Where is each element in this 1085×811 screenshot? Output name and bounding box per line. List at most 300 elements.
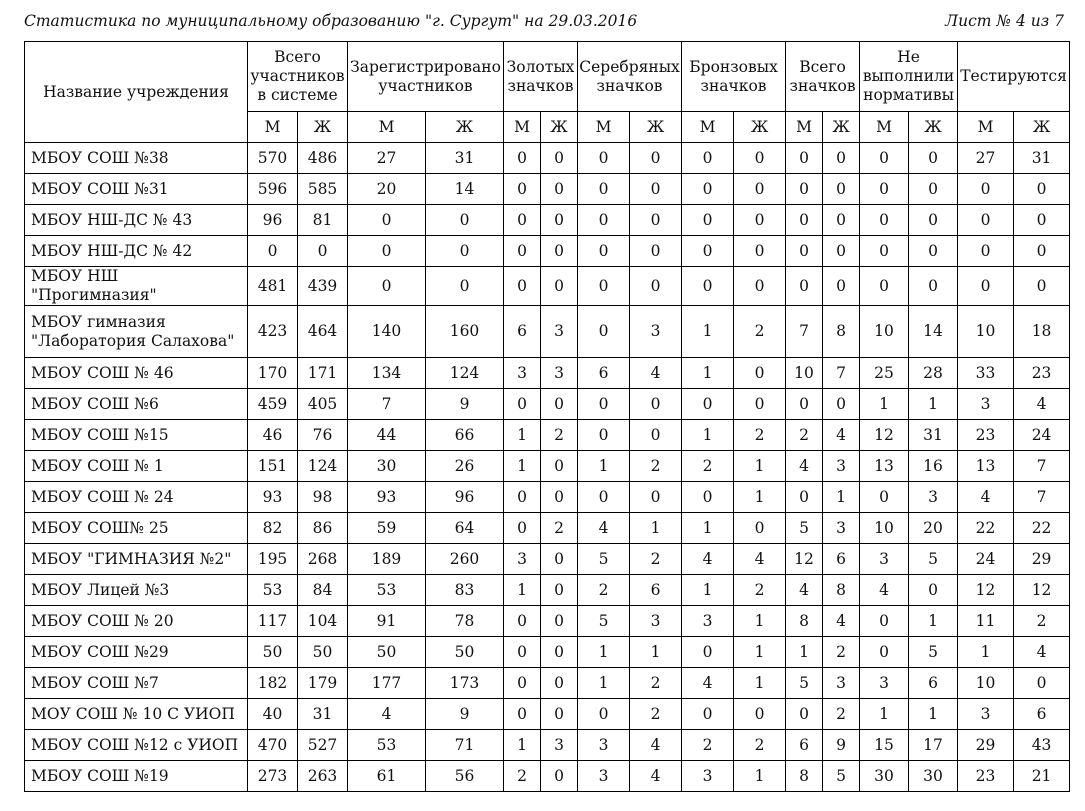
gender-f: Ж — [541, 112, 578, 143]
table-cell: 4 — [823, 420, 860, 451]
table-cell: 43 — [1014, 730, 1070, 761]
table-cell: 17 — [909, 730, 958, 761]
table-cell: 5 — [909, 637, 958, 668]
table-cell: 0 — [823, 143, 860, 174]
table-body — [25, 143, 1070, 792]
institution-name: МБОУ СОШ №31 — [25, 174, 248, 205]
table-cell: 6 — [630, 575, 682, 606]
page-header — [24, 12, 1064, 36]
table-cell: 0 — [298, 236, 348, 267]
table-cell: 0 — [541, 637, 578, 668]
table-cell: 177 — [348, 668, 426, 699]
table-cell: 50 — [298, 637, 348, 668]
table-row — [25, 420, 1070, 451]
table-cell: 23 — [958, 761, 1014, 792]
table-cell: 3 — [958, 389, 1014, 420]
header-row-groups — [25, 42, 1070, 112]
table-cell: 4 — [823, 606, 860, 637]
table-cell: 4 — [958, 482, 1014, 513]
table-cell: 5 — [823, 761, 860, 792]
table-cell: 0 — [541, 174, 578, 205]
table-cell: 0 — [541, 761, 578, 792]
institution-name: МБОУ СОШ №12 с УИОП — [25, 730, 248, 761]
table-row — [25, 637, 1070, 668]
institution-name: МБОУ Лицей №3 — [25, 575, 248, 606]
table-cell: 0 — [734, 143, 786, 174]
column-header-failed: Не выполнили нормативы — [860, 42, 958, 112]
institution-name: МБОУ СОШ №19 — [25, 761, 248, 792]
table-cell: 0 — [578, 306, 630, 358]
institution-name: МБОУ НШ "Прогимназия" — [25, 267, 248, 306]
table-cell: 0 — [578, 143, 630, 174]
table-cell: 7 — [786, 306, 823, 358]
table-cell: 1 — [578, 668, 630, 699]
table-cell: 30 — [909, 761, 958, 792]
table-cell: 0 — [682, 236, 734, 267]
table-cell: 0 — [630, 482, 682, 513]
table-cell: 0 — [860, 143, 909, 174]
table-cell: 140 — [348, 306, 426, 358]
table-cell: 0 — [823, 267, 860, 306]
table-cell: 0 — [958, 236, 1014, 267]
gender-f: Ж — [630, 112, 682, 143]
table-row — [25, 358, 1070, 389]
table-row — [25, 761, 1070, 792]
table-cell: 4 — [630, 358, 682, 389]
table-cell: 1 — [860, 389, 909, 420]
table-cell: 0 — [786, 174, 823, 205]
table-cell: 20 — [909, 513, 958, 544]
table-cell: 0 — [504, 699, 541, 730]
table-cell: 3 — [504, 544, 541, 575]
table-cell: 0 — [958, 174, 1014, 205]
table-cell: 3 — [860, 544, 909, 575]
table-cell: 21 — [1014, 761, 1070, 792]
table-cell: 2 — [504, 761, 541, 792]
table-cell: 2 — [734, 306, 786, 358]
table-cell: 0 — [504, 513, 541, 544]
table-cell: 0 — [860, 482, 909, 513]
table-cell: 1 — [734, 482, 786, 513]
column-header-testing: Тестируются — [958, 42, 1070, 112]
table-cell: 0 — [1014, 267, 1070, 306]
table-cell: 6 — [1014, 699, 1070, 730]
table-cell: 7 — [1014, 451, 1070, 482]
table-cell: 1 — [578, 451, 630, 482]
table-cell: 71 — [426, 730, 504, 761]
table-cell: 2 — [541, 420, 578, 451]
table-cell: 27 — [348, 143, 426, 174]
column-header-name: Название учреждения — [25, 42, 248, 143]
table-cell: 0 — [348, 267, 426, 306]
table-cell: 44 — [348, 420, 426, 451]
table-cell: 124 — [298, 451, 348, 482]
table-cell: 14 — [909, 306, 958, 358]
table-cell: 11 — [958, 606, 1014, 637]
table-cell: 0 — [909, 174, 958, 205]
table-row — [25, 482, 1070, 513]
table-cell: 2 — [823, 699, 860, 730]
table-cell: 0 — [541, 267, 578, 306]
table-cell: 117 — [248, 606, 298, 637]
table-cell: 1 — [578, 637, 630, 668]
table-cell: 10 — [860, 513, 909, 544]
table-cell: 1 — [682, 420, 734, 451]
table-cell: 1 — [909, 389, 958, 420]
table-cell: 1 — [682, 513, 734, 544]
table-cell: 3 — [578, 761, 630, 792]
table-cell: 0 — [426, 267, 504, 306]
table-cell: 0 — [504, 205, 541, 236]
gender-f: Ж — [734, 112, 786, 143]
table-cell: 0 — [541, 699, 578, 730]
table-cell: 2 — [682, 451, 734, 482]
statistics-table — [24, 41, 1070, 792]
table-cell: 4 — [786, 451, 823, 482]
table-cell: 18 — [1014, 306, 1070, 358]
table-cell: 405 — [298, 389, 348, 420]
table-cell: 0 — [734, 205, 786, 236]
table-cell: 0 — [504, 236, 541, 267]
table-cell: 61 — [348, 761, 426, 792]
table-cell: 0 — [578, 267, 630, 306]
table-cell: 96 — [426, 482, 504, 513]
gender-m: М — [504, 112, 541, 143]
table-row — [25, 513, 1070, 544]
table-cell: 0 — [541, 143, 578, 174]
gender-m: М — [248, 112, 298, 143]
table-cell: 93 — [348, 482, 426, 513]
table-cell: 64 — [426, 513, 504, 544]
table-cell: 6 — [786, 730, 823, 761]
table-cell: 1 — [909, 606, 958, 637]
table-cell: 0 — [786, 699, 823, 730]
table-cell: 134 — [348, 358, 426, 389]
table-cell: 81 — [298, 205, 348, 236]
table-cell: 268 — [298, 544, 348, 575]
table-cell: 6 — [909, 668, 958, 699]
table-cell: 33 — [958, 358, 1014, 389]
table-cell: 0 — [426, 236, 504, 267]
table-cell: 0 — [578, 205, 630, 236]
table-cell: 4 — [734, 544, 786, 575]
table-cell: 1 — [630, 513, 682, 544]
table-cell: 0 — [541, 482, 578, 513]
table-cell: 263 — [298, 761, 348, 792]
table-cell: 0 — [786, 205, 823, 236]
table-cell: 0 — [786, 267, 823, 306]
table-row — [25, 306, 1070, 358]
table-cell: 0 — [1014, 174, 1070, 205]
table-cell: 12 — [958, 575, 1014, 606]
table-cell: 0 — [909, 236, 958, 267]
table-cell: 3 — [860, 668, 909, 699]
institution-name: МБОУ гимназия "Лаборатория Салахова" — [25, 306, 248, 358]
table-cell: 1 — [786, 637, 823, 668]
gender-m: М — [578, 112, 630, 143]
table-cell: 16 — [909, 451, 958, 482]
table-cell: 0 — [504, 143, 541, 174]
table-cell: 7 — [348, 389, 426, 420]
table-cell: 3 — [823, 668, 860, 699]
table-row — [25, 267, 1070, 306]
table-cell: 31 — [1014, 143, 1070, 174]
table-cell: 8 — [823, 306, 860, 358]
table-cell: 3 — [909, 482, 958, 513]
table-cell: 171 — [298, 358, 348, 389]
table-cell: 40 — [248, 699, 298, 730]
table-cell: 6 — [823, 544, 860, 575]
table-cell: 0 — [504, 606, 541, 637]
table-cell: 0 — [630, 267, 682, 306]
gender-f: Ж — [298, 112, 348, 143]
column-header-silver: Серебряных значков — [578, 42, 682, 112]
table-cell: 0 — [786, 389, 823, 420]
table-row — [25, 668, 1070, 699]
gender-f: Ж — [909, 112, 958, 143]
institution-name: МБОУ "ГИМНАЗИЯ №2" — [25, 544, 248, 575]
table-cell: 23 — [1014, 358, 1070, 389]
table-cell: 2 — [823, 637, 860, 668]
report-title: Статистика по муниципальному образованию "г. Сургут" на 29.03.2016 — [24, 12, 638, 30]
table-cell: 3 — [630, 606, 682, 637]
table-cell: 31 — [909, 420, 958, 451]
table-cell: 82 — [248, 513, 298, 544]
table-cell: 195 — [248, 544, 298, 575]
table-cell: 3 — [541, 730, 578, 761]
table-cell: 0 — [504, 668, 541, 699]
table-cell: 53 — [348, 730, 426, 761]
table-row — [25, 389, 1070, 420]
table-cell: 585 — [298, 174, 348, 205]
table-cell: 50 — [426, 637, 504, 668]
table-cell: 0 — [541, 389, 578, 420]
table-cell: 4 — [578, 513, 630, 544]
table-cell: 84 — [298, 575, 348, 606]
table-cell: 0 — [541, 668, 578, 699]
table-cell: 2 — [1014, 606, 1070, 637]
table-cell: 4 — [1014, 389, 1070, 420]
table-cell: 0 — [786, 236, 823, 267]
table-cell: 5 — [909, 544, 958, 575]
table-cell: 66 — [426, 420, 504, 451]
table-row — [25, 236, 1070, 267]
table-row — [25, 575, 1070, 606]
table-cell: 6 — [504, 306, 541, 358]
table-cell: 10 — [860, 306, 909, 358]
institution-name: МБОУ СОШ №6 — [25, 389, 248, 420]
table-cell: 7 — [1014, 482, 1070, 513]
table-cell: 1 — [682, 575, 734, 606]
column-header-registered: Зарегистрировано участников — [348, 42, 504, 112]
table-cell: 1 — [630, 637, 682, 668]
table-cell: 0 — [734, 267, 786, 306]
table-cell: 0 — [1014, 668, 1070, 699]
table-cell: 0 — [1014, 205, 1070, 236]
table-cell: 1 — [504, 420, 541, 451]
table-cell: 570 — [248, 143, 298, 174]
table-cell: 1 — [734, 637, 786, 668]
table-cell: 124 — [426, 358, 504, 389]
table-cell: 0 — [823, 205, 860, 236]
institution-name: МОУ СОШ № 10 С УИОП — [25, 699, 248, 730]
table-cell: 96 — [248, 205, 298, 236]
table-cell: 46 — [248, 420, 298, 451]
table-cell: 423 — [248, 306, 298, 358]
table-cell: 0 — [504, 389, 541, 420]
table-cell: 22 — [958, 513, 1014, 544]
table-cell: 273 — [248, 761, 298, 792]
table-cell: 0 — [786, 143, 823, 174]
institution-name: МБОУ СОШ № 46 — [25, 358, 248, 389]
column-header-gold: Золотых значков — [504, 42, 578, 112]
table-cell: 1 — [504, 730, 541, 761]
table-cell: 0 — [504, 637, 541, 668]
table-cell: 1 — [734, 451, 786, 482]
table-cell: 0 — [541, 575, 578, 606]
table-cell: 0 — [860, 637, 909, 668]
table-cell: 76 — [298, 420, 348, 451]
table-cell: 10 — [786, 358, 823, 389]
table-cell: 9 — [426, 699, 504, 730]
table-cell: 8 — [786, 606, 823, 637]
table-cell: 1 — [682, 358, 734, 389]
table-cell: 439 — [298, 267, 348, 306]
table-cell: 470 — [248, 730, 298, 761]
table-cell: 50 — [248, 637, 298, 668]
table-cell: 5 — [786, 668, 823, 699]
table-cell: 12 — [786, 544, 823, 575]
table-cell: 31 — [298, 699, 348, 730]
table-cell: 0 — [578, 482, 630, 513]
table-cell: 3 — [823, 513, 860, 544]
table-cell: 1 — [504, 451, 541, 482]
table-row — [25, 174, 1070, 205]
table-cell: 1 — [860, 699, 909, 730]
table-cell: 30 — [348, 451, 426, 482]
table-cell: 29 — [1014, 544, 1070, 575]
table-cell: 0 — [504, 174, 541, 205]
gender-m: М — [786, 112, 823, 143]
table-cell: 160 — [426, 306, 504, 358]
table-cell: 1 — [734, 761, 786, 792]
table-cell: 0 — [578, 389, 630, 420]
table-cell: 2 — [682, 730, 734, 761]
table-cell: 0 — [734, 174, 786, 205]
table-cell: 83 — [426, 575, 504, 606]
table-cell: 2 — [630, 699, 682, 730]
table-cell: 4 — [348, 699, 426, 730]
table-cell: 4 — [786, 575, 823, 606]
gender-m: М — [682, 112, 734, 143]
table-cell: 481 — [248, 267, 298, 306]
table-cell: 1 — [734, 668, 786, 699]
gender-m: М — [860, 112, 909, 143]
table-cell: 170 — [248, 358, 298, 389]
table-cell: 4 — [630, 730, 682, 761]
table-cell: 29 — [958, 730, 1014, 761]
table-cell: 0 — [734, 358, 786, 389]
table-cell: 0 — [909, 575, 958, 606]
table-cell: 0 — [958, 205, 1014, 236]
table-cell: 179 — [298, 668, 348, 699]
table-cell: 189 — [348, 544, 426, 575]
table-cell: 0 — [348, 236, 426, 267]
table-cell: 0 — [541, 544, 578, 575]
institution-name: МБОУ СОШ № 20 — [25, 606, 248, 637]
table-cell: 3 — [541, 358, 578, 389]
table-cell: 0 — [909, 143, 958, 174]
table-cell: 0 — [823, 174, 860, 205]
table-cell: 0 — [734, 513, 786, 544]
table-row — [25, 451, 1070, 482]
table-cell: 91 — [348, 606, 426, 637]
institution-name: МБОУ СОШ № 24 — [25, 482, 248, 513]
table-cell: 78 — [426, 606, 504, 637]
institution-name: МБОУ СОШ №38 — [25, 143, 248, 174]
table-cell: 1 — [909, 699, 958, 730]
table-cell: 31 — [426, 143, 504, 174]
table-cell: 0 — [860, 205, 909, 236]
table-cell: 30 — [860, 761, 909, 792]
table-cell: 22 — [1014, 513, 1070, 544]
table-cell: 3 — [823, 451, 860, 482]
institution-name: МБОУ СОШ № 1 — [25, 451, 248, 482]
table-cell: 0 — [630, 174, 682, 205]
table-cell: 2 — [541, 513, 578, 544]
table-cell: 3 — [578, 730, 630, 761]
table-cell: 0 — [682, 143, 734, 174]
table-cell: 56 — [426, 761, 504, 792]
table-cell: 0 — [541, 606, 578, 637]
institution-name: МБОУ СОШ№ 25 — [25, 513, 248, 544]
table-cell: 0 — [682, 205, 734, 236]
table-cell: 0 — [860, 174, 909, 205]
table-cell: 0 — [426, 205, 504, 236]
table-cell: 4 — [1014, 637, 1070, 668]
column-header-total-badges: Всего значков — [786, 42, 860, 112]
table-cell: 459 — [248, 389, 298, 420]
table-cell: 0 — [786, 482, 823, 513]
table-cell: 13 — [958, 451, 1014, 482]
table-cell: 24 — [958, 544, 1014, 575]
table-cell: 0 — [578, 420, 630, 451]
table-cell: 0 — [541, 236, 578, 267]
table-cell: 0 — [348, 205, 426, 236]
gender-m: М — [348, 112, 426, 143]
table-cell: 0 — [734, 389, 786, 420]
table-cell: 0 — [541, 205, 578, 236]
table-cell: 0 — [630, 389, 682, 420]
table-cell: 2 — [734, 420, 786, 451]
table-cell: 260 — [426, 544, 504, 575]
table-cell: 27 — [958, 143, 1014, 174]
gender-f: Ж — [1014, 112, 1070, 143]
gender-f: Ж — [426, 112, 504, 143]
table-row — [25, 606, 1070, 637]
table-cell: 1 — [823, 482, 860, 513]
table-cell: 59 — [348, 513, 426, 544]
table-cell: 14 — [426, 174, 504, 205]
table-cell: 8 — [786, 761, 823, 792]
table-cell: 0 — [734, 699, 786, 730]
table-cell: 0 — [682, 699, 734, 730]
table-cell: 182 — [248, 668, 298, 699]
table-cell: 0 — [578, 174, 630, 205]
table-cell: 0 — [682, 174, 734, 205]
table-cell: 104 — [298, 606, 348, 637]
table-cell: 2 — [630, 544, 682, 575]
